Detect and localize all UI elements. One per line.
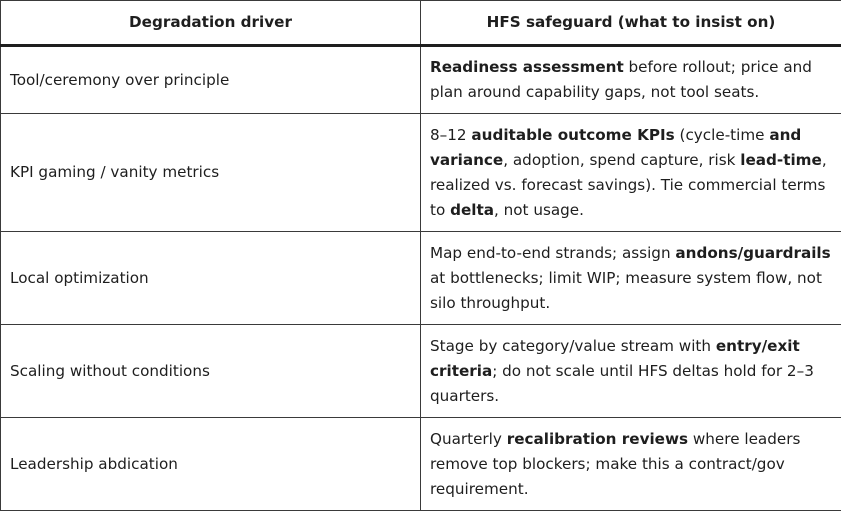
safeguard-cell [421,114,841,232]
driver-cell: Local optimization [1,232,421,325]
table-row [1,114,841,232]
driver-cell: Leadership abdication [1,418,421,511]
table-row [1,232,841,325]
safeguard-cell [421,232,841,325]
driver-cell: KPI gaming / vanity metrics [1,114,421,232]
text-segment: where leaders remove top blockers; make this a contract/gov requirement. [430,429,801,498]
driver-cell: Scaling without conditions [1,325,421,418]
table-row [1,325,841,418]
text-segment: at bottlenecks; limit WIP; measure system flow, not silo throughput. [430,268,822,312]
bold-text: entry/exit criteria [430,336,800,380]
safeguard-cell [421,325,841,418]
header-hfs-safeguard: HFS safeguard (what to insist on) [421,1,841,46]
text-segment: , not usage. [493,200,584,219]
text-segment: 8–12 [430,125,472,144]
bold-text: delta [450,200,494,219]
text-segment: Quarterly [430,429,507,448]
text-segment: ; do not scale until HFS deltas hold for 2–3 quarters. [430,361,814,405]
table-row [1,418,841,511]
text-segment: , adoption, spend capture, risk [503,150,741,169]
bold-text: recalibration reviews [506,429,689,448]
text-segment: Stage by category/value stream with [430,336,716,355]
text-segment: before rollout; price and plan around capability gaps, not tool seats. [430,58,812,101]
driver-cell: Tool/ceremony over principle [1,46,421,114]
bold-text: Readiness assessment [430,58,624,76]
safeguard-cell [421,418,841,511]
bold-text: auditable outcome KPIs [471,125,675,144]
header-row [1,1,841,46]
bold-text: andons/guardrails [675,243,831,262]
safeguard-cell [421,46,841,114]
table-row [1,46,841,114]
bold-text: lead-time [740,150,822,169]
header-degradation-driver: Degradation driver [1,1,421,46]
bold-text: and variance [430,125,802,169]
text-segment: (cycle-time [674,125,770,144]
text-segment: , realized vs. forecast savings). Tie commercial terms to [430,150,827,219]
text-segment: Map end-to-end strands; assign [430,243,676,262]
